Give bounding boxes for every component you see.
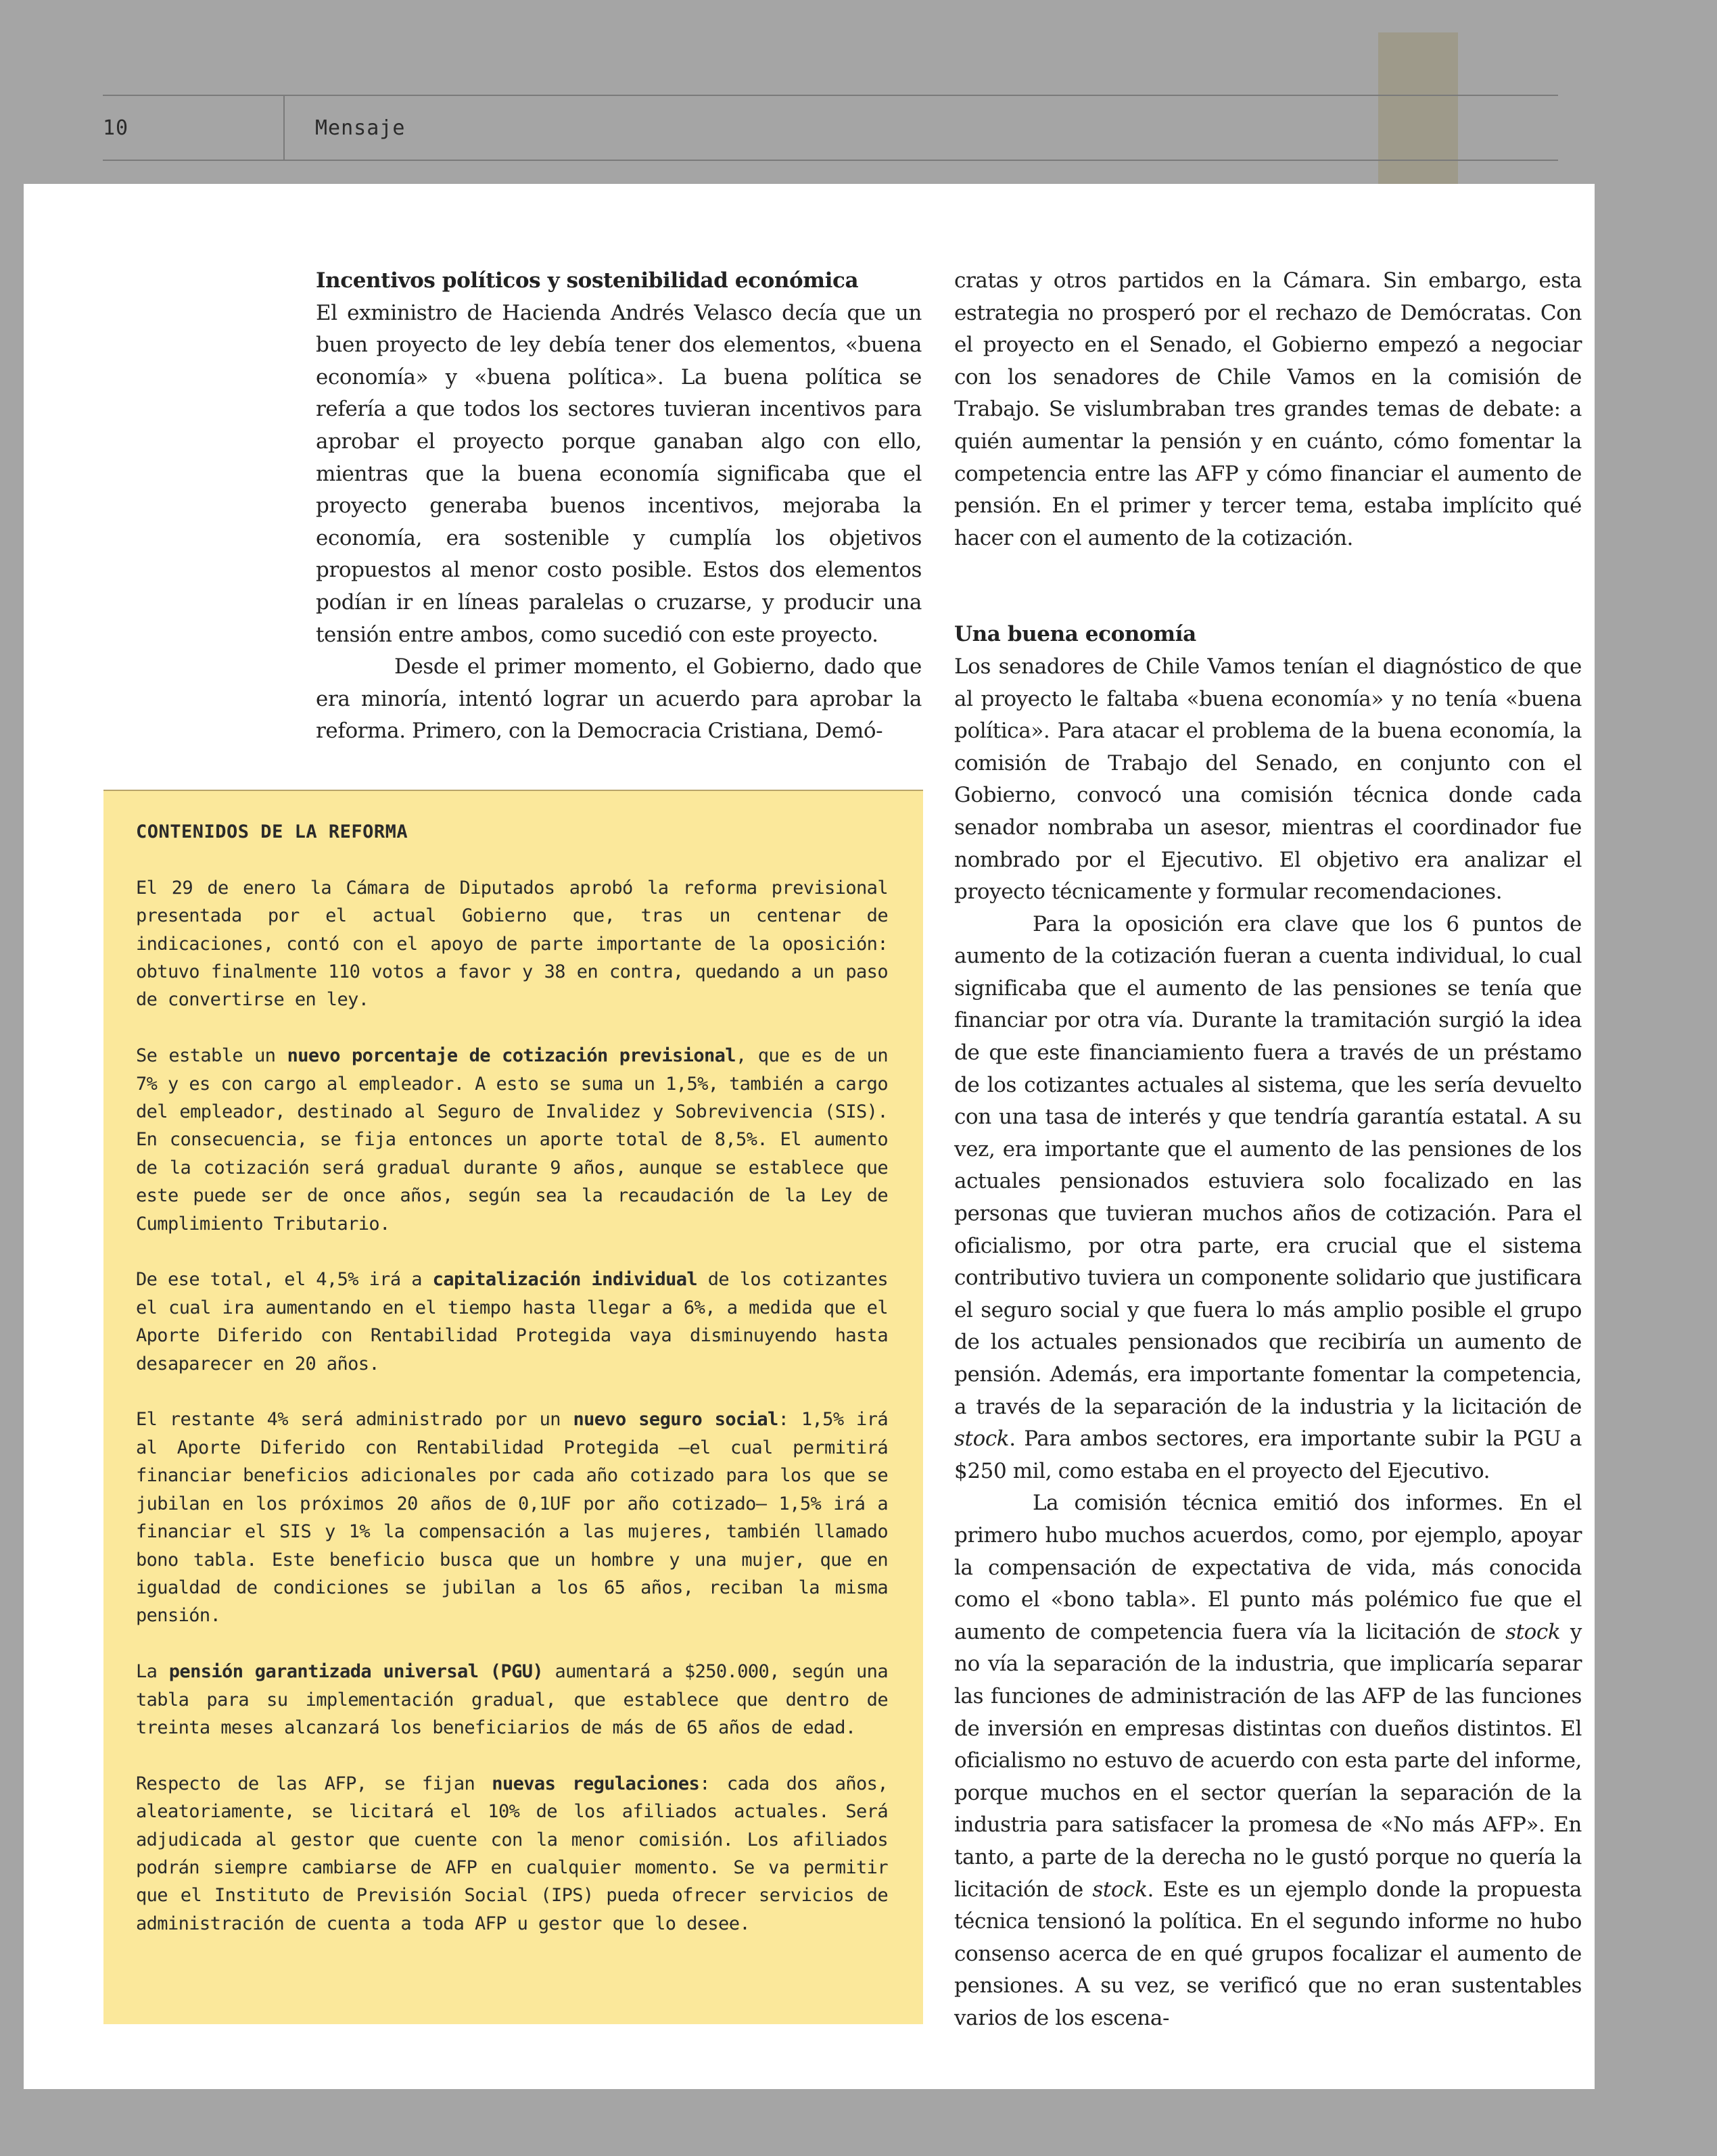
right-paragraph-4: La comisión técnica emitió dos informes. En el primero hubo muchos acuerdos, como, por ejemplo, apoyar la compensación de expectativa de vida, más conocida como el «bono tabla». El punto más polémico fue que el aumento de competencia fuera vía la licitación de stock y no vía la separación de la industria, que implicaría separar las funciones de administración de las AFP de las funciones de inversión en empresas distintas con dueños distintos. El oficialismo no estuvo de acuerdo con esta parte del informe, porque muchos en el sector querían la separación de la industria para satisfacer la promesa de «No más AFP». En tanto, a parte de la derecha no le gustó porque no quería la licitación de stock. Este es un ejemplo donde la propuesta técnica tensionó la política. En el segundo informe no hubo consenso acerca de en qué grupos focalizar el aumento de pensiones. A su vez, se verificó que no eran sustentables varios de los escena- <box>954 1491 1582 2030</box>
box-title: CONTENIDOS DE LA REFORMA <box>136 821 408 842</box>
reform-contents-box <box>103 790 923 2024</box>
box-paragraph-6: Respecto de las AFP, se fijan nuevas regulaciones: cada dos años, aleatoriamente, se licitará el 10% de los afiliados actuales. Será adjudicada al gestor que cuente con la menor comisión. Los afiliados podrán siempre cambiarse de AFP en cualquier momento. Se va permitir que el Instituto de Previsión Social (IPS) pueda ofrecer servicios de administración de cuenta a toda AFP u gestor que lo desee. <box>136 1773 888 1934</box>
right-paragraph-3: Para la oposición era clave que los 6 puntos de aumento de la cotización fueran a cuenta individual, lo cual significaba que el aumento de las pensiones se tenía que financiar por otra vía. Durante la tramitación surgió la idea de que este financiamiento fuera a través de un préstamo de los cotizantes actuales al sistema, que les sería devuelto con una tasa de interés y que tendría garantía estatal. A su vez, era importante que el aumento de las pensiones de los actuales pensionados estuviera solo focalizado en las personas que tuvieran muchos años de cotización. Para el oficialismo, por otra parte, era crucial que el sistema contributivo tuviera un componente solidario que justificara el seguro social y que fuera lo más amplio posible el grupo de los actuales pensionados que recibiría un aumento de pensión. Además, era importante fomentar la competencia, a través de la separación de la industria y la licitación de stock. Para ambos sectores, era importante subir la PGU a $250 mil, como estaba en el proyecto del Ejecutivo. <box>954 911 1582 1483</box>
box-paragraph-3: De ese total, el 4,5% irá a capitalización individual de los cotizantes el cual ira aumentando en el tiempo hasta llegar a 6%, a medida que el Aporte Diferido con Rentabilidad Protegida vaya disminuyendo hasta desaparecer en 20 años. <box>136 1269 888 1374</box>
left-column <box>316 265 922 748</box>
right-heading: Una buena economía <box>954 622 1196 647</box>
box-paragraph-4: El restante 4% será administrado por un nuevo seguro social: 1,5% irá al Aporte Diferido con Rentabilidad Protegida —el cual permitirá financiar beneficios adicionales por cada año cotizado para los que se jubilan en los próximos 20 años de 0,1UF por año cotizado— 1,5% irá a financiar el SIS y 1% la compensación a las mujeres, también llamado bono tabla. Este beneficio busca que un hombre y una mujer, que en igualdad de condiciones se jubilan a los 65 años, reciban la misma pensión. <box>136 1409 889 1627</box>
header-divider <box>283 95 285 161</box>
left-paragraph-2: Desde el primer momento, el Gobierno, dado que era minoría, intentó lograr un acuerdo para aprobar la reforma. Primero, con la Democracia Cristiana, Demó- <box>316 654 922 744</box>
right-column <box>954 265 1582 2034</box>
page-sheet <box>24 184 1595 2089</box>
right-paragraph-2: Los senadores de Chile Vamos tenían el diagnóstico de que al proyecto le faltaba «buena economía» y no tenía «buena política». Para atacar el problema de la buena economía, la comisión de Trabajo del Senado, en conjunto con el Gobierno, convocó una comisión técnica donde cada senador nombraba un asesor, mientras el coordinador fue nombrado por el Ejecutivo. El objetivo era analizar el proyecto técnicamente y formular recomendaciones. <box>954 654 1582 905</box>
page-number: 10 <box>103 116 129 140</box>
box-paragraph-5: La pensión garantizada universal (PGU) aumentará a $250.000, según una tabla para su implementación gradual, que establece que dentro de treinta meses alcanzará los beneficiarios de más de 65 años de edad. <box>136 1661 888 1738</box>
section-name: Mensaje <box>315 116 406 140</box>
box-paragraph-2: Se estable un nuevo porcentaje de cotización previsional, que es de un 7% y es con cargo al empleador. A esto se suma un 1,5%, también a cargo del empleador, destinado al Seguro de Invalidez y Sobrevivencia (SIS). En consecuencia, se fija entonces un aporte total de 8,5%. El aumento de la cotización será gradual durante 9 años, aunque se establece que este puede ser de once años, según sea la recaudación de la Ley de Cumplimiento Tributario. <box>136 1045 888 1235</box>
left-paragraph-1: El exministro de Hacienda Andrés Velasco decía que un buen proyecto de ley debía tener dos elementos, «buena economía» y «buena política». La buena política se refería a que todos los sectores tuvieran incentivos para aprobar el proyecto porque ganaban algo con ello, mientras que la buena economía significaba que el proyecto generaba buenos incentivos, mejoraba la economía, era sostenible y cumplía los objetivos propuestos al menor costo posible. Estos dos elementos podían ir en líneas paralelas o cruzarse, y producir una tensión entre ambos, como sucedió con este proyecto. <box>316 300 922 647</box>
header-rule-bottom <box>103 160 1558 161</box>
box-paragraph-1: El 29 de enero la Cámara de Diputados aprobó la reforma previsional presentada por el actual Gobierno que, tras un centenar de indicaciones, contó con el apoyo de parte importante de la oposición: obtuvo finalmente 110 votos a favor y 38 en contra, quedando a un paso de convertirse en ley. <box>136 877 888 1011</box>
reform-contents-body <box>136 818 888 1966</box>
header-rule-top <box>103 95 1558 96</box>
chapter-tab-marker <box>1378 32 1458 192</box>
left-heading: Incentivos políticos y sostenibilidad económica <box>316 268 859 293</box>
right-paragraph-1: cratas y otros partidos en la Cámara. Sin embargo, esta estrategia no prosperó por el rechazo de Demócratas. Con el proyecto en el Senado, el Gobierno empezó a negociar con los senadores de Chile Vamos en la comisión de Trabajo. Se vislumbraban tres grandes temas de debate: a quién aumentar la pensión y en cuánto, cómo fomentar la competencia entre las AFP y cómo financiar el aumento de pensión. En el primer y tercer tema, estaba implícito qué hacer con el aumento de la cotización. <box>954 268 1582 550</box>
